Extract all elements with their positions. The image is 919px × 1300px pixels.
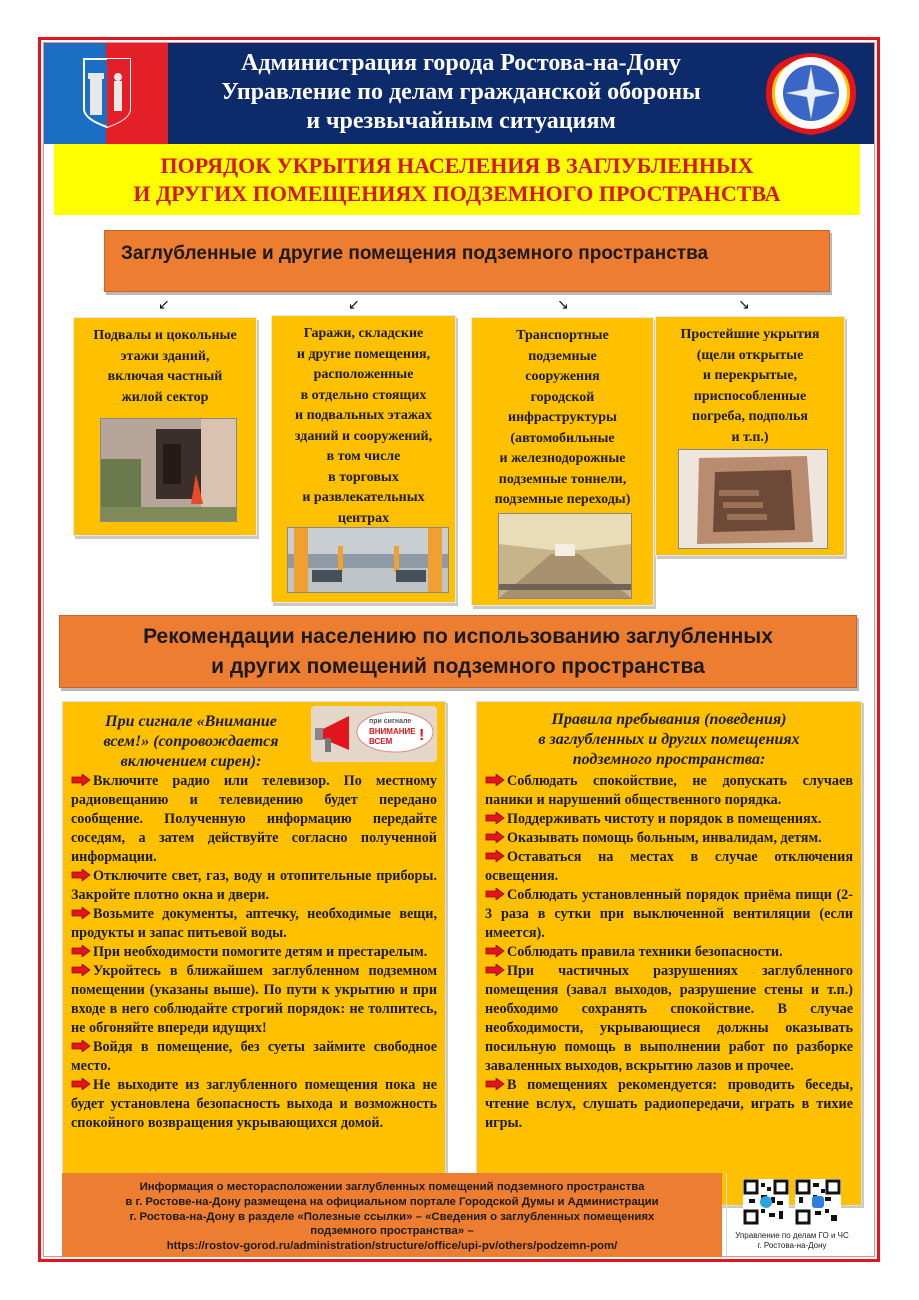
- list-item-text: Возьмите документы, аптечку, необходимые вещи, продукты и запас питьевой воды.: [71, 906, 437, 941]
- list-item: [485, 1076, 853, 1133]
- recommendations-heading-line-2: и других помещений подземного пространства: [211, 655, 705, 678]
- list-item: [71, 867, 437, 905]
- card-text-line: жилой сектор: [121, 389, 209, 405]
- underground-parking-photo: [287, 527, 449, 593]
- heading-line: При сигнале «Внимание: [105, 713, 277, 730]
- poster-frame: [38, 37, 880, 1262]
- card-text-line: зданий и сооружений,: [294, 428, 433, 444]
- card-text-line: и развлекательных: [302, 490, 425, 505]
- card-text-line: и подвальных этажах: [295, 408, 432, 423]
- card-text-line: расположенные: [313, 367, 414, 382]
- heading-line: подземного пространства:: [572, 751, 766, 768]
- telegram-qr-icon[interactable]: [743, 1179, 789, 1225]
- alert-signal-heading: [71, 712, 311, 772]
- card-text-line: этажи зданий,: [120, 348, 210, 364]
- cellar-hatch-photo: [678, 449, 828, 549]
- civil-defense-emblem-icon: [756, 47, 866, 139]
- list-item: [71, 943, 437, 962]
- premises-card-basements: [73, 317, 257, 536]
- card-text-line: в торговых: [328, 469, 399, 485]
- red-arrow-right-icon: [71, 907, 91, 919]
- list-item: [485, 848, 853, 886]
- arrow-down-left-icon: ↙: [348, 297, 360, 313]
- vk-qr-icon[interactable]: [795, 1179, 841, 1225]
- list-item: [485, 829, 853, 848]
- list-item-text: Включите радио или телевизор. По местному радиовещанию и телевидению будет передано сообщение. Полученную информацию передайте соседям, а затем действуйте согласно полученной информации.: [71, 773, 437, 865]
- header-line-3: и чрезвычайным ситуациям: [306, 108, 616, 134]
- shelter-rules-heading: [477, 702, 861, 770]
- footer-line: подземного пространства» –: [310, 1225, 474, 1238]
- list-item: [71, 905, 437, 943]
- arrow-down-left-icon: ↙: [158, 297, 170, 313]
- qr-codes-block: [726, 1173, 857, 1259]
- heading-line: всем!» (сопровождается: [103, 733, 279, 750]
- red-arrow-right-icon: [485, 1078, 505, 1090]
- red-arrow-right-icon: [71, 945, 91, 957]
- header-title: [168, 49, 754, 136]
- premises-card-transport-tunnels: [471, 317, 654, 606]
- card-text-line: Простейшие укрытия: [680, 327, 820, 342]
- arrow-down-right-icon: ↘: [557, 297, 569, 313]
- red-arrow-right-icon: [71, 1040, 91, 1052]
- card-text-line: и перекрытые,: [702, 368, 798, 383]
- card-text-line: в том числе: [326, 449, 401, 464]
- red-arrow-right-icon: [485, 850, 505, 862]
- header-banner: [44, 43, 874, 144]
- card-text-line: подземные переходы): [494, 492, 631, 507]
- list-item-text: Отключите свет, газ, воду и отопительные приборы. Закройте плотно окна и двери.: [71, 868, 437, 903]
- title-line-2: И ДРУГИХ ПОМЕЩЕНИЯХ ПОДЗЕМНОГО ПРОСТРАНСТВА: [133, 181, 781, 206]
- red-arrow-right-icon: [71, 1078, 91, 1090]
- footer-line: г. Ростова-на-Дону в разделе «Полезные ссылки» – «Сведения о заглубленных помещениях: [129, 1210, 655, 1223]
- list-item-text: При частичных разрушениях заглубленного помещения (завал выходов, разрушение стены и т.п.) необходимо сохранять спокойствие. В случае необходимости, укрывающиеся должны оказывать посильную помощь в выполнении работ по разборке заваленных выходов, вскрытию лазов и прочее.: [485, 963, 853, 1074]
- red-arrow-right-icon: [485, 831, 505, 843]
- card-text-line: инфраструктуры: [508, 410, 617, 425]
- qr-caption-line: Управление по делам ГО и ЧС: [735, 1231, 849, 1240]
- list-item-text: Соблюдать установленный порядок приёма пищи (2-3 раза в сутки при выключенной вентиляции (если имеется).: [485, 887, 853, 941]
- footer-line: Информация о месторасположении заглубленных помещений подземного пространства: [139, 1181, 645, 1193]
- footer-url-link[interactable]: https://rostov-gorod.ru/administration/structure/office/upi-pv/others/podzemn-pom/: [166, 1240, 618, 1253]
- card-text-line: подземные тоннели,: [498, 471, 627, 487]
- recommendations-heading-line-1: Рекомендации населению по использованию заглубленных: [143, 625, 773, 648]
- qr-caption: [727, 1231, 857, 1251]
- red-arrow-right-icon: [485, 812, 505, 824]
- card-text-line: в отдельно стоящих: [300, 387, 427, 403]
- card-text-line: подземные: [528, 348, 597, 364]
- recommendations-heading: [59, 615, 857, 688]
- list-item: [485, 810, 853, 829]
- alert-image-small-text: при сигнале: [369, 718, 412, 725]
- alert-signal-panel: [62, 701, 446, 1206]
- card-text-line: и другие помещения,: [296, 346, 431, 362]
- megaphone-icon: [311, 706, 437, 762]
- footer-line: в г. Ростове-на-Дону размещена на официальном портале Городской Думы и Администрации: [125, 1195, 659, 1208]
- list-item-text: Укройтесь в ближайшем заглубленном подземном помещении (указаны выше). По пути к укрытию и при входе в него соблюдайте строгий порядок: не толпитесь, не обгоняйте впереди идущих!: [71, 963, 437, 1036]
- alert-image-text: ВСЕМ: [369, 737, 393, 746]
- list-item-text: Соблюдать спокойствие, не допускать случаев паники и нарушений общественного порядка.: [485, 773, 853, 808]
- megaphone-alert-image: [311, 706, 437, 762]
- red-arrow-right-icon: [71, 964, 91, 976]
- red-arrow-right-icon: [485, 774, 505, 786]
- pedestrian-underpass-photo: [498, 513, 632, 599]
- card-text-line: приспособленные: [693, 388, 807, 404]
- list-item: [71, 962, 437, 1038]
- card-text-line: (щели открытые: [696, 347, 804, 363]
- list-item: [71, 1038, 437, 1076]
- card-text-line: центрах: [337, 510, 390, 526]
- shelter-rules-panel: [476, 701, 862, 1206]
- red-arrow-right-icon: [71, 869, 91, 881]
- red-arrow-right-icon: [71, 774, 91, 786]
- heading-line: в заглубленных и других помещениях: [538, 731, 800, 748]
- list-item: [485, 886, 853, 943]
- alert-image-mark: !: [419, 727, 425, 744]
- basement-entrance-photo: [100, 418, 237, 522]
- card-text-line: Гаражи, складские: [303, 326, 424, 341]
- red-arrow-right-icon: [485, 964, 505, 976]
- rostov-coat-of-arms-icon: [44, 43, 168, 144]
- qr-caption-line: г. Ростова-на-Дону: [757, 1241, 827, 1250]
- card-text-line: погреба, подполья: [692, 409, 808, 424]
- heading-line: Правила пребывания (поведения): [551, 711, 787, 728]
- arrow-down-right-icon: ↘: [738, 297, 750, 313]
- list-item-text: Войдя в помещение, без суеты займите свободное место.: [71, 1039, 437, 1074]
- list-item-text: Не выходите из заглубленного помещения пока не будет установлена безопасность выхода и возможность спокойного возвращения укрывающихся домой.: [71, 1077, 437, 1131]
- card-text-line: и т.п.): [731, 429, 769, 445]
- card-text-line: сооружения: [525, 369, 600, 384]
- premises-card-garages: [271, 315, 456, 603]
- list-item-text: Оставаться на местах в случае отключения освещения.: [485, 849, 853, 884]
- title-line-1: ПОРЯДОК УКРЫТИЯ НАСЕЛЕНИЯ В ЗАГЛУБЛЕННЫХ: [160, 153, 754, 178]
- list-item-text: Соблюдать правила техники безопасности.: [507, 944, 783, 960]
- header-line-1: Администрация города Ростова-на-Дону: [241, 50, 681, 76]
- page-title: [54, 144, 860, 215]
- card-text-line: городской: [530, 389, 595, 405]
- list-item: [71, 772, 437, 867]
- header-line-2: Управление по делам гражданской обороны: [221, 79, 701, 105]
- alert-actions-list: [71, 772, 437, 1133]
- list-item: [485, 943, 853, 962]
- list-item-text: В помещениях рекомендуется: проводить беседы, чтение вслух, слушать радиопередачи, играть в тихие игры.: [485, 1077, 853, 1131]
- heading-line: включением сирен):: [120, 753, 262, 770]
- list-item: [71, 1076, 437, 1133]
- shield-icon: [82, 57, 132, 129]
- premises-card-simple-shelters: [655, 316, 845, 556]
- card-text-line: Подвалы и цокольные: [93, 328, 237, 343]
- card-text-line: и железнодорожные: [499, 451, 626, 466]
- list-item-text: Оказывать помощь больным, инвалидам, детям.: [507, 830, 822, 846]
- shelter-rules-list: [477, 770, 861, 1133]
- list-item-text: При необходимости помогите детям и престарелым.: [93, 944, 428, 960]
- premises-heading: Заглубленные и другие помещения подземного пространства: [104, 230, 830, 292]
- footer-info: [62, 1173, 722, 1257]
- list-item: [485, 772, 853, 810]
- card-text-line: (автомобильные: [510, 430, 615, 446]
- alert-image-text: ВНИМАНИЕ: [369, 727, 416, 736]
- list-item-text: Поддерживать чистоту и порядок в помещениях.: [507, 811, 822, 827]
- red-arrow-right-icon: [485, 888, 505, 900]
- list-item: [485, 962, 853, 1076]
- red-arrow-right-icon: [485, 945, 505, 957]
- card-text-line: включая частный: [107, 369, 223, 384]
- card-text-line: Транспортные: [516, 328, 609, 343]
